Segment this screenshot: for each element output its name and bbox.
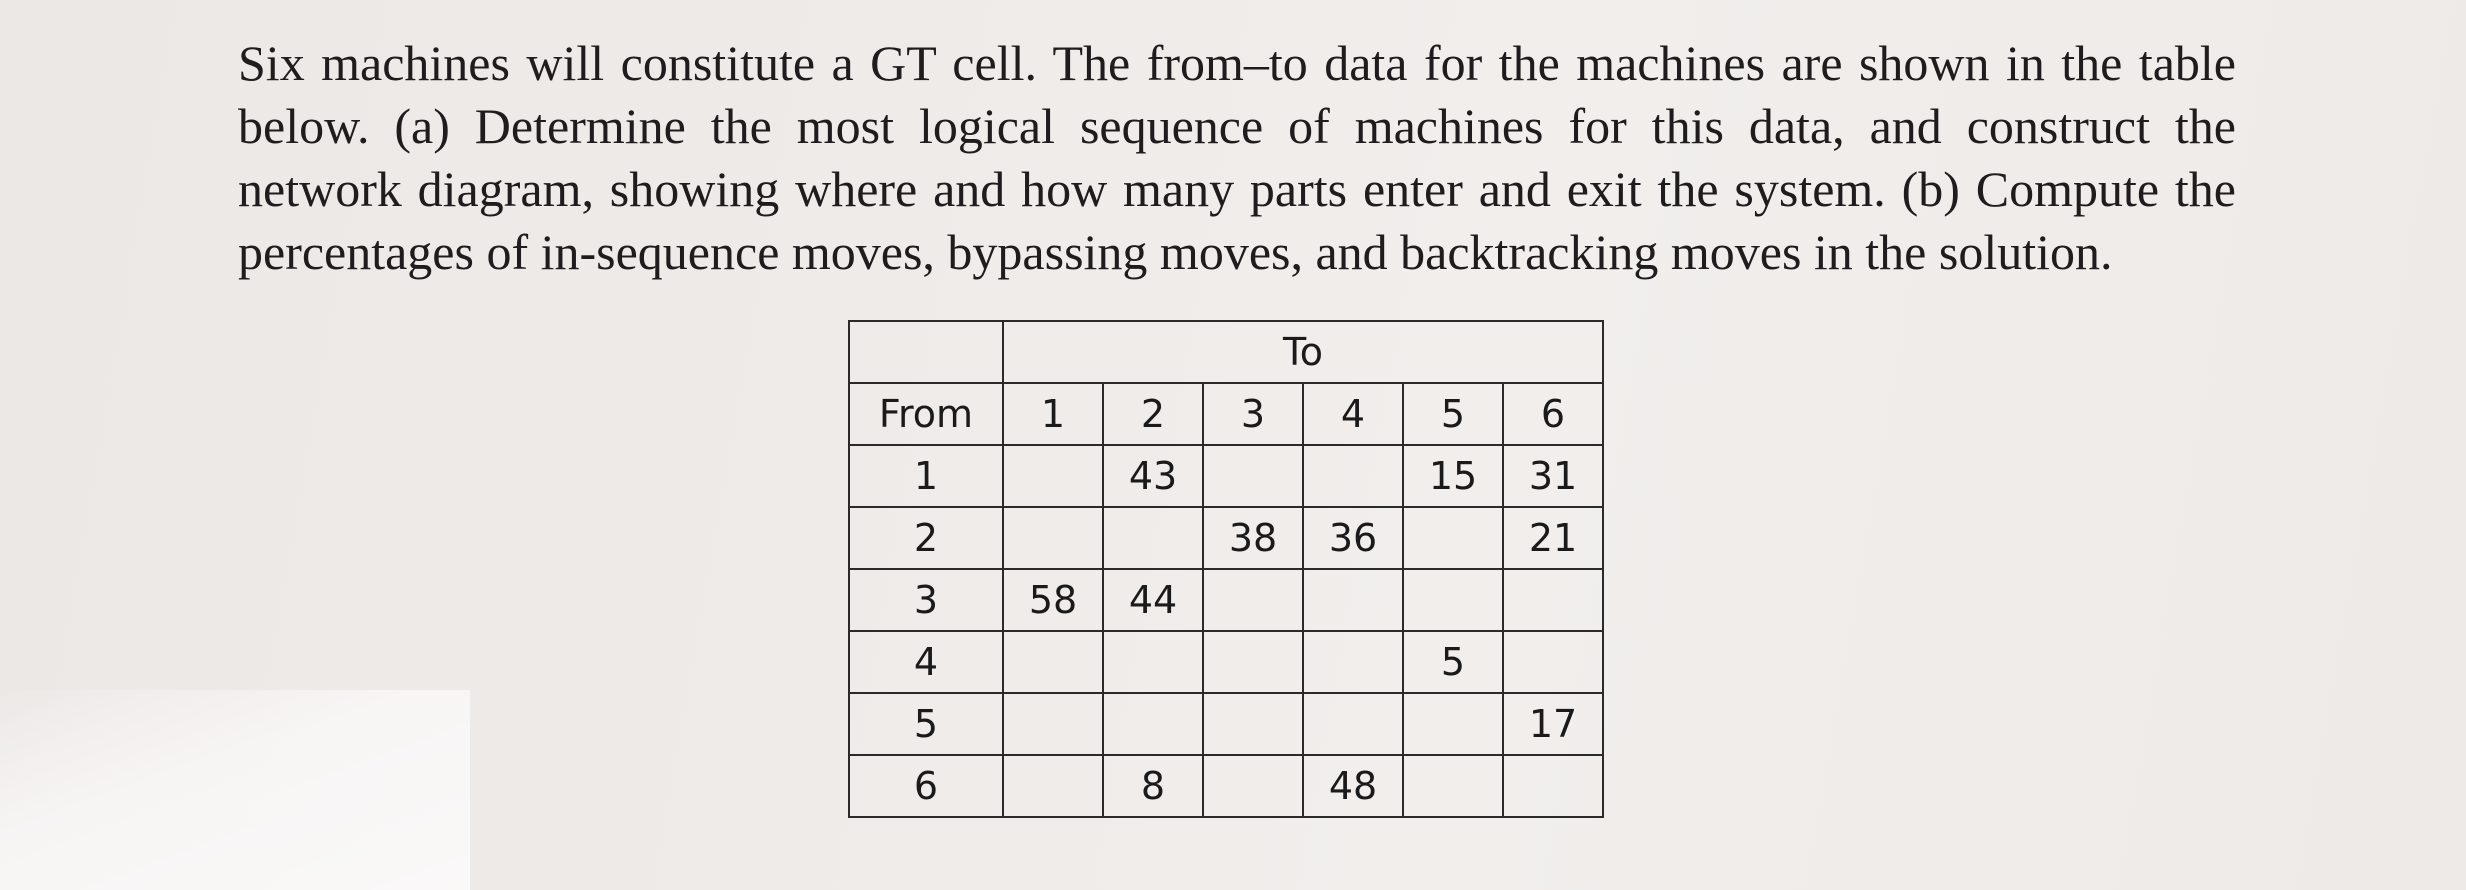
from-to-table xyxy=(848,320,1604,818)
table-row xyxy=(849,569,1603,631)
row-header: 6 xyxy=(849,755,1003,817)
table-cell xyxy=(1303,631,1403,693)
corner-cell xyxy=(849,321,1003,383)
table-cell: 17 xyxy=(1503,693,1603,755)
table-cell xyxy=(1303,569,1403,631)
table-cell xyxy=(1203,631,1303,693)
table-cell: 31 xyxy=(1503,445,1603,507)
table-cell xyxy=(1003,445,1103,507)
problem-statement: Six machines will constitute a GT cell. The from–to data for the machines are shown in the table below. (a) Determine the most logical sequence of machines for this data, and construct the network diagram, showing where and how many parts enter and exit the system. (b) Compute the percentages of in-sequence moves, bypassing moves, and backtracking moves in the solution. xyxy=(238,35,2236,280)
table-cell: 21 xyxy=(1503,507,1603,569)
table-row xyxy=(849,445,1603,507)
table-cell: 5 xyxy=(1403,631,1503,693)
table-cell xyxy=(1003,755,1103,817)
table-cell xyxy=(1103,693,1203,755)
table-cell xyxy=(1503,631,1603,693)
table-cell xyxy=(1103,507,1203,569)
column-header: 3 xyxy=(1203,383,1303,445)
to-label: To xyxy=(1003,321,1603,383)
table-cell: 43 xyxy=(1103,445,1203,507)
row-header: 2 xyxy=(849,507,1003,569)
row-header: 4 xyxy=(849,631,1003,693)
table-cell xyxy=(1403,569,1503,631)
column-header-row xyxy=(849,383,1603,445)
table-cell xyxy=(1303,693,1403,755)
table-cell xyxy=(1203,569,1303,631)
column-header: 1 xyxy=(1003,383,1103,445)
screen-glare xyxy=(0,690,470,890)
table-cell xyxy=(1503,569,1603,631)
table-cell: 44 xyxy=(1103,569,1203,631)
table-cell: 8 xyxy=(1103,755,1203,817)
table-cell xyxy=(1003,631,1103,693)
column-header: 6 xyxy=(1503,383,1603,445)
table-cell: 38 xyxy=(1203,507,1303,569)
table-cell xyxy=(1503,755,1603,817)
table-cell xyxy=(1003,507,1103,569)
table-cell xyxy=(1403,507,1503,569)
table-row xyxy=(849,755,1603,817)
row-header: 1 xyxy=(849,445,1003,507)
table-cell xyxy=(1203,693,1303,755)
column-header: 4 xyxy=(1303,383,1403,445)
table-cell xyxy=(1403,755,1503,817)
table-cell xyxy=(1303,445,1403,507)
table-cell: 58 xyxy=(1003,569,1103,631)
row-header: 3 xyxy=(849,569,1003,631)
column-header: 5 xyxy=(1403,383,1503,445)
column-header: 2 xyxy=(1103,383,1203,445)
from-to-table-body xyxy=(849,321,1603,817)
table-cell: 36 xyxy=(1303,507,1403,569)
to-header-row xyxy=(849,321,1603,383)
table-row xyxy=(849,631,1603,693)
from-label: From xyxy=(849,383,1003,445)
table-cell xyxy=(1003,693,1103,755)
table-cell xyxy=(1203,755,1303,817)
table-cell xyxy=(1203,445,1303,507)
table-cell xyxy=(1103,631,1203,693)
table-cell: 48 xyxy=(1303,755,1403,817)
row-header: 5 xyxy=(849,693,1003,755)
table-row xyxy=(849,693,1603,755)
table-cell: 15 xyxy=(1403,445,1503,507)
table-row xyxy=(849,507,1603,569)
table-cell xyxy=(1403,693,1503,755)
